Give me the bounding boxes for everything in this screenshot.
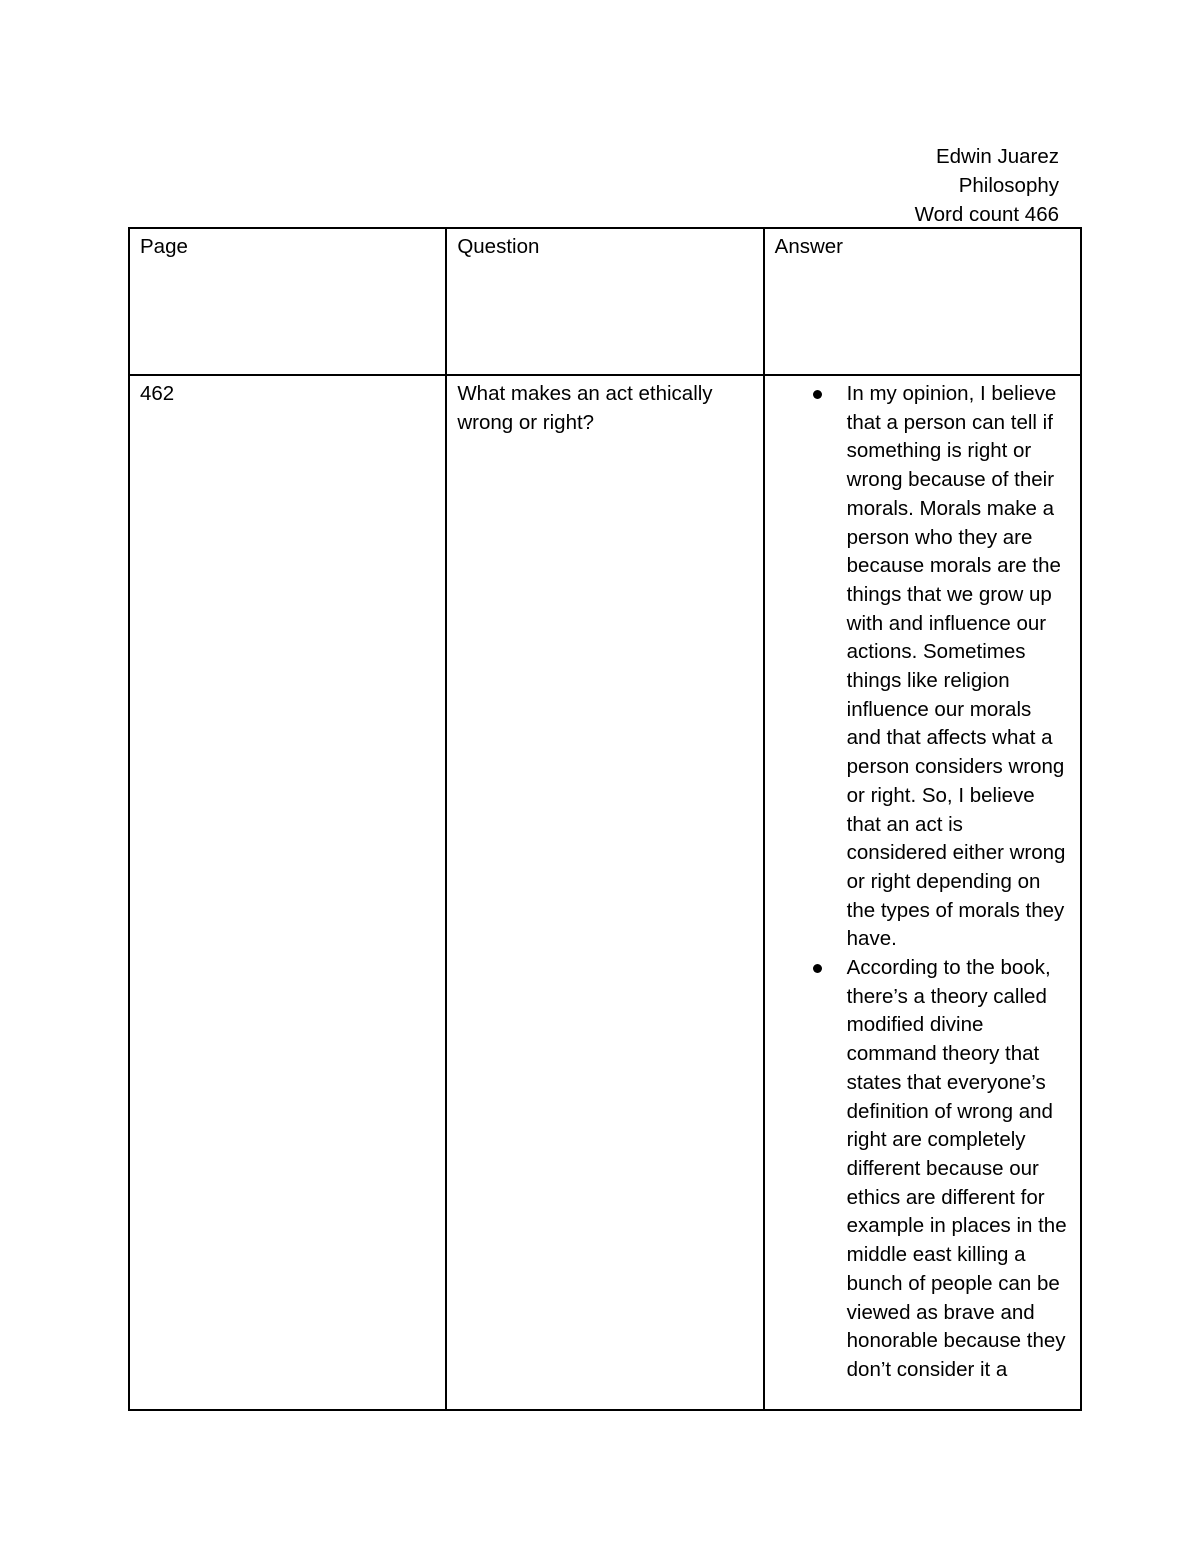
answer-text: In my opinion, I believe that a person can tell if something is right or wrong because of their morals. Morals make a person who they are because morals are the things that we grow up with and influence our actions. Sometimes things like religion influence our morals and that affects what a person considers wrong or right. So, I believe that an act is considered either wrong or right depending on the types of morals they have. [846,382,1066,951]
column-header-answer: Answer [764,228,1081,375]
page-cell: 462 [129,375,446,1410]
answer-cell [764,375,1081,1410]
author-name: Edwin Juarez [935,145,1059,168]
column-header-question: Question [446,228,763,375]
list-item [847,380,1070,954]
bullet-icon [813,964,822,973]
bullet-icon [813,390,822,399]
answer-list [775,380,1070,1385]
table-header-row [129,228,1081,375]
table-row [129,375,1081,1410]
question-answer-table [128,227,1082,1411]
column-header-page: Page [129,228,446,375]
word-count: Word count 466 [914,203,1059,226]
question-cell: What makes an act ethically wrong or right? [446,375,763,1410]
document-header [915,142,1059,229]
course-name: Philosophy [958,174,1059,197]
list-item [847,954,1070,1385]
answer-text: According to the book, there’s a theory called modified divine command theory that states that everyone’s definition of wrong and right are completely different because our ethics are different for example in places in the middle east killing a bunch of people can be viewed as brave and honorable because they don’t consider it a [846,956,1067,1381]
